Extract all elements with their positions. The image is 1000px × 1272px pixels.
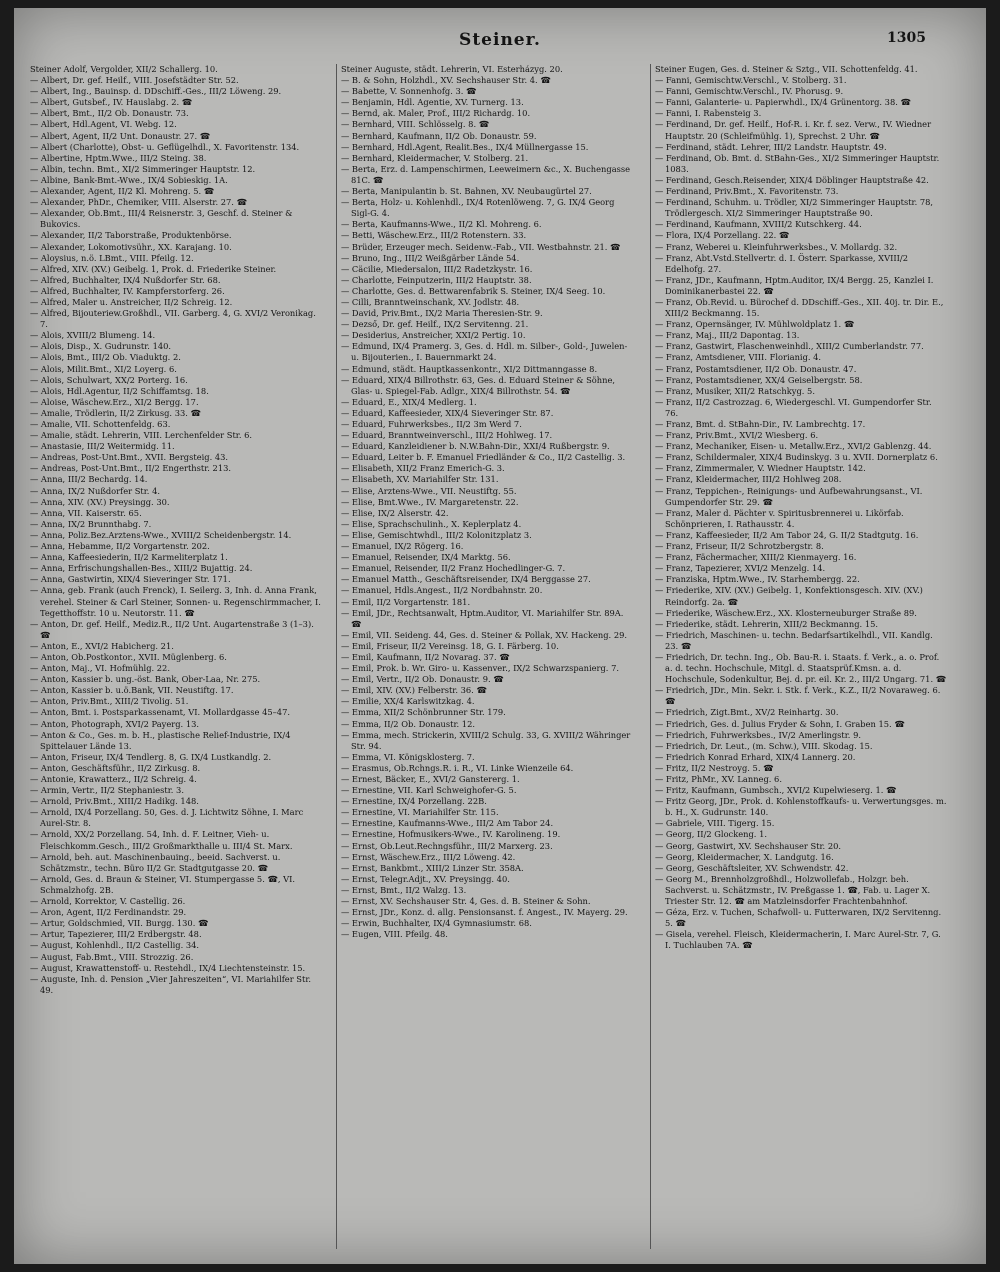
directory-entry: — Antonie, Krawatterz., II/2 Schreig. 4. <box>30 774 197 784</box>
column-right <box>650 64 947 1249</box>
directory-entry: — Ernst, Bankbmt., XIII/2 Linzer Str. 358A. <box>341 862 524 873</box>
directory-entry: — Arnold, Priv.Bmt., XIII/2 Hadikg. 148. <box>30 796 199 807</box>
directory-entry: — Babette, V. Sonnenhofg. 3. ☎ <box>341 86 477 97</box>
directory-entry: — Emil, Prok. b. Wr. Giro- u. Kassenver., IX/2 Schwarzspanierg. 7. <box>341 663 619 674</box>
directory-entry: — Friedrich, Fuhrwerksbes., IV/2 Amerlingstr. 9. <box>655 729 861 740</box>
directory-entry: — Franz, Kleidermacher, III/2 Hohlweg 208. <box>655 474 842 485</box>
directory-entry: — Franz, Opernsänger, IV. Mühlwoldplatz 1. ☎ <box>655 319 855 330</box>
directory-entry: — Aloysius, n.ö. LBmt., VIII. Pfeilg. 12. <box>30 252 194 263</box>
directory-entry: — Eugen, VIII. Pfeilg. 48. <box>341 929 448 940</box>
directory-entry: — Alois, Schulwart, XX/2 Porterg. 16. <box>30 374 188 385</box>
directory-entry: — Ernst, Telegr.Adjt., XV. Preysingg. 40. <box>341 873 510 884</box>
directory-entry: — Ernst, Ob.Leut.Rechngsführ., III/2 Marxerg. 23. <box>341 840 553 851</box>
directory-entry: — Franz, Gastwirt, Flaschenweinhdl., XIII/2 Cumberlandstr. 77. <box>655 341 924 352</box>
page-number: 1305 <box>887 30 926 46</box>
directory-entry: — Ferdinand, Kaufmann, XVIII/2 Kutschkerg. 44. <box>655 219 862 230</box>
directory-entry: — Ernest, Bäcker, E., XVI/2 Ganstererg. 1. <box>341 774 520 784</box>
directory-entry: — Anna, geb. Frank (auch Frenck), I. Seilerg. 3, Inh. d. Anna Frank, verehel. Steiner & Carl Steiner, Sonnen- u. Regenschirmmacher, I. Tegetthoffstr. 10 u. Neutorstr. 11. ☎ <box>30 585 321 618</box>
directory-entry: — Emil, JDr., Rechtsanwalt, Hptm.Auditor, VI. Mariahilfer Str. 89A. ☎ <box>341 607 624 629</box>
directory-entry: — Eduard, XIX/4 Billrothstr. 63, Ges. d. Eduard Steiner & Söhne, Glas- u. Spiegel-Fab. Adlgr., XIX/4 Billrothstr. 54. ☎ <box>341 374 615 396</box>
directory-entry: — Anton, Kassier b. u.ö.Bank, VII. Neustiftg. 17. <box>30 685 234 696</box>
directory-entry: — Friedrich Konrad Erhard, XIX/4 Lannerg. 20. <box>655 751 856 762</box>
directory-entry: — Emanuel Matth., Geschäftsreisender, IX/4 Berggasse 27. <box>341 574 591 585</box>
directory-entry: — Albertine, Hptm.Wwe., III/2 Steing. 38. <box>30 152 207 163</box>
directory-entry: — Bernd, ak. Maler, Prof., III/2 Richardg. 10. <box>341 108 531 119</box>
directory-entry: — Ernestine, Hofmusikers-Wwe., IV. Karolineng. 19. <box>341 829 561 840</box>
directory-entry: — Anton & Co., Ges. m. b. H., plastische Relief-Industrie, IX/4 Spittelauer Lände 13. <box>30 729 291 751</box>
directory-entry: — Cilli, Branntweinschank, XV. Jodlstr. 48. <box>341 296 520 307</box>
directory-entry: — Fanni, Gemischtw.Verschl., V. Stolberg. 31. <box>655 75 847 86</box>
directory-entry: — Alfred, Maler u. Anstreicher, II/2 Schreig. 12. <box>30 296 233 307</box>
directory-entry: — Anna, VII. Kaiserstr. 65. <box>30 507 142 518</box>
directory-entry: — Alfred, Buchhalter, IV. Kampferstorferg. 26. <box>30 285 225 296</box>
directory-entry: — Georg, II/2 Glockeng. 1. <box>655 829 767 840</box>
directory-entry: — Franz, Postamtsdiener, II/2 Ob. Donaustr. 47. <box>655 363 857 374</box>
directory-entry: — Charlotte, Feinputzerin, III/2 Hauptstr. 38. <box>341 274 532 285</box>
directory-entry: — Géza, Erz. v. Tuchen, Schafwoll- u. Futterwaren, IX/2 Servitenng. 5. ☎ <box>655 907 942 929</box>
directory-entry: — Alexander, PhDr., Chemiker, VIII. Alserstr. 27. ☎ <box>30 197 247 208</box>
directory-entry: — Elisabeth, XV. Mariahilfer Str. 131. <box>341 474 499 485</box>
directory-entry: — Emil, Kaufmann, II/2 Novarag. 37. ☎ <box>341 651 510 662</box>
directory-entry: — Flora, IX/4 Porzellang. 22. ☎ <box>655 230 790 241</box>
directory-entry: — Emanuel, Hdls.Angest., II/2 Nordbahnstr. 20. <box>341 585 543 596</box>
directory-entry: — Ernst, Wäschew.Erz., III/2 Löweng. 42. <box>341 851 516 862</box>
directory-entry: — Andreas, Post-Unt.Bmt., II/2 Engerthstr. 213. <box>30 463 232 474</box>
directory-entry: — Eduard, Branntweinverschl., III/2 Hohlweg. 17. <box>341 430 553 441</box>
directory-entry: — Friederike, XIV. (XV.) Geibelg. 1, Konfektionsgesch. XIV. (XV.) Reindorfg. 2a. ☎ <box>655 585 923 607</box>
directory-entry: — Fritz, PhMr., XV. Lanneg. 6. <box>655 774 782 784</box>
directory-entry: — Anna, Hebamme, II/2 Vorgartenstr. 202. <box>30 541 210 552</box>
directory-entry: — August, Krawattenstoff- u. Restehdl., IX/4 Liechtensteinstr. 15. <box>30 962 306 973</box>
directory-entry: — Edmund, IX/4 Pramerg. 3, Ges. d. Hdl. m. Silber-, Gold-, Juwelen- u. Bijouterien., I. Bauernmarkt 24. <box>341 341 628 363</box>
directory-entry: — Anna, Erfrischungshallen-Bes., XIII/2 Bujattig. 24. <box>30 563 253 574</box>
directory-entry: — Anton, Maj., VI. Hofmühlg. 22. <box>30 663 170 674</box>
directory-entry: — Albert, Bmt., II/2 Ob. Donaustr. 73. <box>30 108 189 119</box>
directory-entry: — Arnold, beh. aut. Maschinenbauing., beeid. Sachverst. u. Schätzmstr., techn. Büro II/2 Gr. Stadtgutgasse 20. ☎ <box>30 851 281 873</box>
directory-entry: — Franz, Amtsdiener, VIII. Florianig. 4. <box>655 352 822 363</box>
directory-entry: — Andreas, Post-Unt.Bmt., XVII. Bergsteig. 43. <box>30 452 229 463</box>
directory-columns <box>30 64 960 1249</box>
directory-entry: — Aron, Agent, II/2 Ferdinandstr. 29. <box>30 907 187 918</box>
directory-entry: — August, Fab.Bmt., VIII. Strozzig. 26. <box>30 951 194 962</box>
directory-entry: — Ernestine, VI. Mariahilfer Str. 115. <box>341 807 499 818</box>
directory-entry: — Ferdinand, Dr. gef. Heilf., Hof-R. i. Kr. f. sez. Verw., IV. Wiedner Hauptstr. 20 (Schleifmühlg. 1), Sprechst. 2 Uhr. ☎ <box>655 119 932 141</box>
directory-entry: — Auguste, Inh. d. Pension „Vier Jahreszeiten“, VI. Mariahilfer Str. 49. <box>30 973 312 995</box>
directory-entry: — Emma, VI. Königsklosterg. 7. <box>341 751 475 762</box>
directory-entry: — Ernst, XV. Sechshauser Str. 4, Ges. d. B. Steiner & Sohn. <box>341 896 591 907</box>
directory-entry: — Anton, Ob.Postkontor., XVII. Müglenberg. 6. <box>30 651 227 662</box>
directory-entry: — Arnold, IX/4 Porzellang. 50, Ges. d. J. Lichtwitz Söhne, I. Marc Aurel-Str. 8. <box>30 807 304 829</box>
directory-entry: — Artur, Tapezierer, III/2 Erdbergstr. 48. <box>30 929 202 940</box>
directory-entry: — Alexander, II/2 Taborstraße, Produktenbörse. <box>30 230 232 241</box>
directory-entry: — Franz, Abt.Vstd.Stellvertr. d. I. Österr. Sparkasse, XVIII/2 Edelhofg. 27. <box>655 252 908 274</box>
directory-entry: — Berta, Erz. d. Lampenschirmen, Leeweimern &c., X. Buchengasse 81C. ☎ <box>341 163 631 185</box>
directory-entry: — Gisela, verehel. Fleisch, Kleidermacherin, I. Marc Aurel-Str. 7, G. I. Tuchlauben 7A. ☎ <box>655 929 941 951</box>
directory-entry: — Emil, II/2 Vorgartenstr. 181. <box>341 596 471 607</box>
directory-entry: — Anton, Friseur, IX/4 Tendlerg. 8, G. IX/4 Lustkandlg. 2. <box>30 751 272 762</box>
page-header <box>14 30 986 60</box>
directory-entry: — Arnold, XX/2 Porzellang. 54, Inh. d. F. Leitner, Vieh- u. Fleischkomm.Gesch., III/2 Großmarkthalle u. III/4 St. Marx. <box>30 829 293 851</box>
directory-entry: — Elise, IX/2 Alserstr. 42. <box>341 507 449 518</box>
directory-entry: — Amalie, VII. Schottenfeldg. 63. <box>30 419 171 429</box>
directory-entry: — Eduard, Fuhrwerksbes., II/2 3m Werd 7. <box>341 419 522 429</box>
directory-entry: — Eduard, Leiter b. F. Emanuel Friedländer & Co., II/2 Castellig. 3. <box>341 452 626 463</box>
directory-entry: — Albert (Charlotte), Obst- u. Geflügelhdl., X. Favoritenstr. 134. <box>30 141 300 152</box>
directory-entry: — Friedrich, Ges. d. Julius Fryder & Sohn, I. Graben 15. ☎ <box>655 718 905 729</box>
directory-entry: — B. & Sohn, Holzhdl., XV. Sechshauser Str. 4. ☎ <box>341 75 551 86</box>
directory-entry: — Anton, Dr. gef. Heilf., Mediz.R., II/2 Unt. Augartenstraße 3 (1–3). ☎ <box>30 618 314 640</box>
directory-entry: — Arnold, Ges. d. Braun & Steiner, VI. Stumpergasse 5. ☎, VI. Schmalzhofg. 2B. <box>30 873 295 895</box>
directory-entry: — Franz, Schildermaler, XIX/4 Budinskyg. 3 u. XVII. Dornerplatz 6. <box>655 452 938 463</box>
directory-entry: — Franziska, Hptm.Wwe., IV. Starhembergg. 22. <box>655 574 860 585</box>
directory-entry: — Elise, Bmt.Wwe., IV. Margaretenstr. 22. <box>341 496 519 507</box>
directory-entry: — Anna, IX/2 Nußdorfer Str. 4. <box>30 485 160 496</box>
directory-entry: — Anna, XIV. (XV.) Preysingg. 30. <box>30 496 170 507</box>
directory-entry: — Alois, Hdl.Agentur, II/2 Schiffamtsg. 18. <box>30 385 209 396</box>
directory-entry: — Emilie, XX/4 Karlswitzkag. 4. <box>341 696 475 707</box>
directory-entry: — Berta, Manipulantin b. St. Bahnen, XV. Neubaugürtel 27. <box>341 186 592 197</box>
directory-entry: — Emma, mech. Strickerin, XVIII/2 Schulg. 33, G. XVIII/2 Währinger Str. 94. <box>341 729 631 751</box>
directory-entry: — Elise, Sprachschulinh., X. Keplerplatz 4. <box>341 518 522 529</box>
directory-entry: — Ferdinand, städt. Lehrer, III/2 Landstr. Hauptstr. 49. <box>655 141 887 152</box>
directory-entry: — Friedrich, Dr. Leut., (m. Schw.), VIII. Skodag. 15. <box>655 740 873 751</box>
directory-entry: — Emanuel, Reisender, II/2 Franz Hochedlinger-G. 7. <box>341 563 566 574</box>
directory-entry: — Ernestine, Kaufmanns-Wwe., III/2 Am Tabor 24. <box>341 818 554 829</box>
directory-entry: — Gabriele, VIII. Tigerg. 15. <box>655 818 775 829</box>
directory-entry: — Alois, Milit.Bmt., XI/2 Loyerg. 6. <box>30 363 177 374</box>
directory-entry: — Alois, Bmt., III/2 Ob. Viaduktg. 2. <box>30 352 181 363</box>
directory-entry: — Franz, Weberei u. Kleinfuhrwerksbes., V. Mollardg. 32. <box>655 241 898 252</box>
directory-entry: — Friedrich, Maschinen- u. techn. Bedarfsartikelhdl., VII. Kandlg. 23. ☎ <box>655 629 933 651</box>
directory-entry: — Emma, XII/2 Schönbrunner Str. 179. <box>341 707 506 718</box>
directory-entry: — Emil, VII. Seideng. 44, Ges. d. Steiner & Pollak, XV. Hackeng. 29. <box>341 629 628 640</box>
directory-entry: — Emanuel, Reisender, IX/4 Marktg. 56. <box>341 552 511 563</box>
directory-entry: — Fanni, Gemischtw.Verschl., IV. Phorusg. 9. <box>655 86 844 97</box>
directory-entry: — Desiderius, Anstreicher, XXI/2 Pertig. 10. <box>341 330 526 341</box>
directory-entry: — Armin, Vertr., II/2 Stephaniestr. 3. <box>30 785 184 796</box>
directory-entry: — Ferdinand, Ob. Bmt. d. StBahn-Ges., XI/2 Simmeringer Hauptstr. 1083. <box>655 152 940 174</box>
directory-entry: — Franz, Zimmermaler, V. Wiedner Hauptstr. 142. <box>655 463 866 474</box>
directory-entry: — Alfred, Buchhalter, IX/4 Nußdorfer Str. 68. <box>30 274 221 285</box>
page-title: Steiner. <box>459 30 541 50</box>
directory-entry: — Edmund, städt. Hauptkassenkontr., XI/2 Dittmanngasse 8. <box>341 363 598 374</box>
directory-entry: — Betti, Wäschew.Erz., III/2 Rotenstern. 33. <box>341 230 527 241</box>
directory-entry: — Emma, II/2 Ob. Donaustr. 12. <box>341 718 475 729</box>
directory-entry: — Fritz Georg, JDr., Prok. d. Kohlenstoffkaufs- u. Verwertungsges. m. b. H., X. Gudrunstr. 140. <box>655 796 947 818</box>
directory-entry: — Alois, Disp., X. Gudrunstr. 140. <box>30 341 172 352</box>
directory-entry: — Fanni, Galanterie- u. Papierwhdl., IX/4 Grünentorg. 38. ☎ <box>655 97 911 108</box>
directory-entry: — Georg M., Brennholzgroßhdl., Holzwollefab., Holzgr. beh. Sachverst. u. Schätzmstr., IV. Preßgasse 1. ☎, Fab. u. Lager X. Triester Str. 12. ☎ am Matzleinsdorfer Frachtenbahnhof. <box>655 873 931 907</box>
directory-entry: — Friedrich, Zigt.Bmt., XV/2 Reinhartg. 30. <box>655 707 839 718</box>
directory-entry: — Fritz, II/2 Nestroyg. 5. ☎ <box>655 762 774 773</box>
directory-entry: — Anastasie, III/2 Weitermidg. 11. <box>30 441 175 452</box>
directory-entry: — Alois, XVIII/2 Blumeng. 14. <box>30 330 156 341</box>
directory-entry: — Amalie, städt. Lehrerin, VIII. Lerchenfelder Str. 6. <box>30 430 253 441</box>
directory-entry: — Bernhard, VIII. Schlösselg. 8. ☎ <box>341 119 490 130</box>
directory-entry: — Elisabeth, XII/2 Franz Emerich-G. 3. <box>341 463 505 474</box>
directory-entry: — Anna, Kaffeesiederin, II/2 Karmeliterplatz 1. <box>30 552 228 563</box>
directory-entry: — Franz, Priv.Bmt., XVI/2 Wiesberg. 6. <box>655 430 819 441</box>
directory-entry: — David, Priv.Bmt., IX/2 Maria Theresien-Str. 9. <box>341 308 543 319</box>
directory-entry: — Franz, Friseur, II/2 Schrotzbergstr. 8. <box>655 541 824 552</box>
directory-entry: — Franz, Postamtsdiener, XX/4 Geiselbergstr. 58. <box>655 374 863 385</box>
directory-entry: — Bruno, Ing., III/2 Weißgärber Lände 54. <box>341 252 520 263</box>
directory-entry: — Berta, Kaufmanns-Wwe., II/2 Kl. Mohreng. 6. <box>341 219 542 230</box>
directory-entry: — Franz, JDr., Kaufmann, Hptm.Auditor, IX/4 Bergg. 25, Kanzlei I. Dominikanerbastei 22. ☎ <box>655 274 934 296</box>
directory-entry: — Emil, XIV. (XV.) Felberstr. 36. ☎ <box>341 685 487 696</box>
directory-entry: — Elise, Gemischtwhdl., III/2 Kolonitzplatz 3. <box>341 529 532 540</box>
column-left <box>30 64 322 1249</box>
directory-entry: — Aloise, Wäschew.Erz., XI/2 Bergg. 17. <box>30 396 199 407</box>
directory-entry: — Bernhard, Kaufmann, II/2 Ob. Donaustr. 59. <box>341 130 537 141</box>
directory-entry: — Alexander, Ob.Bmt., III/4 Reisnerstr. 3, Geschf. d. Steiner & Bukovics. <box>30 208 293 230</box>
directory-entry: — Friedrich, Dr. techn. Ing., Ob. Bau-R. i. Staats. f. Verk., a. o. Prof. a. d. techn. Hochschule, Mitgl. d. Staatsprüf.Kmsn. a. d. Hochschule, Sodenkultur, Bej. d. pr. eil. Kr. 2., III/2 Ungarg. 71. ☎ <box>655 651 947 685</box>
directory-entry: — Ernst, Bmt., II/2 Walzg. 13. <box>341 884 467 895</box>
directory-entry: — Emil, Vertr., II/2 Ob. Donaustr. 9. ☎ <box>341 674 504 685</box>
directory-entry: — Fritz, Kaufmann, Gumbsch., XVI/2 Kupelwieserg. 1. ☎ <box>655 785 897 796</box>
directory-entry: — Anton, Bmt. i. Postsparkassenamt, VI. Mollardgasse 45–47. <box>30 707 290 718</box>
directory-entry: — Dezső, Dr. gef. Heilf., IX/2 Servitenng. 21. <box>341 319 529 330</box>
directory-entry: — Anton, Priv.Bmt., XIII/2 Tivolig. 51. <box>30 696 189 707</box>
column-middle <box>336 64 633 1249</box>
directory-entry: — Albine, Bank-Bmt.-Wwe., IX/4 Sobieskig. 1A. <box>30 174 228 185</box>
directory-entry: — Friedrich, JDr., Min. Sekr. i. Stk. f. Verk., K.Z., II/2 Novaraweg. 6. ☎ <box>655 685 941 707</box>
directory-entry: — Franz, Tapezierer, XVI/2 Menzelg. 14. <box>655 563 826 574</box>
directory-entry: — Ferdinand, Schuhm. u. Trödler, XI/2 Simmeringer Hauptstr. 78, Trödlergesch. XI/2 Simmeringer Hauptstraße 90. <box>655 197 934 219</box>
directory-page <box>14 8 986 1264</box>
directory-entry: — Eduard, Kanzleidiener b. N.W.Bahn-Dir., XXI/4 Rußbergstr. 9. <box>341 441 610 452</box>
directory-entry: — Franz, II/2 Castrozzag. 6, Wiedergeschl. VI. Gumpendorfer Str. 76. <box>655 396 932 418</box>
directory-entry: — Anton, Geschäftsführ., II/2 Zirkusg. 8. <box>30 762 201 773</box>
directory-entry: — August, Kohlenhdl., II/2 Castellig. 34. <box>30 940 200 951</box>
directory-entry: — Franz, Ob.Revid. u. Bürochef d. DDschiff.-Ges., XII. 40j. tr. Dir. E., XIII/2 Beckmanng. 15. <box>655 296 944 319</box>
directory-entry: — Cäcilie, Miedersalon, III/2 Radetzkystr. 16. <box>341 263 533 274</box>
directory-entry: — Ernestine, IX/4 Porzellang. 22B. <box>341 796 487 807</box>
directory-entry: — Fanni, I. Rabensteig 3. <box>655 108 762 119</box>
directory-entry: — Alexander, Lokomotivsühr., XX. Karajang. 10. <box>30 241 232 252</box>
directory-entry: — Franz, Musiker, XII/2 Ratschkyg. 5. <box>655 385 815 396</box>
directory-entry: — Anna, III/2 Bechardg. 14. <box>30 474 148 485</box>
directory-entry: — Anton, Kassier b. ung.-öst. Bank, Ober-Laa, Nr. 275. <box>30 674 261 685</box>
directory-entry: — Alfred, Bijouteriew.Großhdl., VII. Garberg. 4, G. XVI/2 Veronikag. 7. <box>30 308 316 330</box>
directory-entry: — Friederike, Wäschew.Erz., XX. Klosterneuburger Straße 89. <box>655 607 917 618</box>
directory-entry: — Amalie, Trödlerin, II/2 Zirkusg. 33. ☎ <box>30 407 201 418</box>
directory-entry: — Georg, Geschäftsleiter, XV. Schwendstr. 42. <box>655 862 849 873</box>
directory-entry: — Georg, Kleidermacher, X. Landgutg. 16. <box>655 851 834 862</box>
directory-entry: — Franz, Teppichen-, Reinigungs- und Aufbewahrungsanst., VI. Gumpendorfer Str. 29. ☎ <box>655 485 923 507</box>
directory-entry: — Benjamin, Hdl. Agentie, XV. Turnerg. 13. <box>341 97 524 108</box>
directory-entry: — Albert, Ing., Bauinsp. d. DDschiff.-Ges., III/2 Löweng. 29. <box>30 86 282 97</box>
directory-entry: — Franz, Fächermacher, XIII/2 Kienmayerg. 16. <box>655 552 857 563</box>
directory-entry: — Albert, Dr. gef. Heilf., VIII. Josefstädter Str. 52. <box>30 75 239 86</box>
directory-entry: — Ernestine, VII. Karl Schweighofer-G. 5. <box>341 785 517 796</box>
directory-entry: — Ferdinand, Gesch.Reisender, XIX/4 Döblinger Hauptstraße 42. <box>655 174 929 185</box>
directory-entry: — Georg, Gastwirt, XV. Sechshauser Str. 20. <box>655 840 842 851</box>
directory-entry: — Eduard, Kaffeesieder, XIX/4 Sieveringer Str. 87. <box>341 407 554 418</box>
directory-entry: — Albin, techn. Bmt., XI/2 Simmeringer Hauptstr. 12. <box>30 163 256 174</box>
directory-entry: — Arnold, Korrektor, V. Castellig. 26. <box>30 896 186 907</box>
directory-entry: — Berta, Holz- u. Kohlenhdl., IX/4 Rotenlöweng. 7, G. IX/4 Georg Sigl-G. 4. <box>341 197 615 219</box>
directory-entry: — Bernhard, Hdl.Agent, Realit.Bes., IX/4 Müllnergasse 15. <box>341 141 589 152</box>
directory-entry: — Franz, Bmt. d. StBahn-Dir., IV. Lambrechtg. 17. <box>655 419 866 429</box>
directory-entry: — Franz, Maj., III/2 Dapontag. 13. <box>655 330 800 341</box>
directory-entry: — Bernhard, Kleidermacher, V. Stolberg. 21. <box>341 152 529 163</box>
directory-entry: — Charlotte, Ges. d. Bettwarenfabrik S. Steiner, IX/4 Seeg. 10. <box>341 285 606 296</box>
directory-entry: — Albert, Hdl.Agent, VI. Webg. 12. <box>30 119 177 130</box>
directory-entry: Steiner Auguste, städt. Lehrerin, VI. Esterházyg. 20. <box>341 64 563 74</box>
directory-entry: — Anna, IX/2 Brunnthabg. 7. <box>30 518 152 529</box>
directory-entry: — Alfred, XIV. (XV.) Geibelg. 1, Prok. d. Friederike Steiner. <box>30 263 277 274</box>
directory-entry: — Alexander, Agent, II/2 Kl. Mohreng. 5. ☎ <box>30 186 215 197</box>
directory-entry: — Brüder, Erzeuger mech. Seidenw.-Fab., VII. Westbahnstr. 21. ☎ <box>341 241 621 252</box>
directory-entry: — Anna, Gastwirtin, XIX/4 Sieveringer Str. 171. <box>30 574 231 585</box>
directory-entry: — Franz, Maler d. Pächter v. Spiritusbrennerei u. Likörfab. Schönprieren, I. Rathausstr. 4. <box>655 507 904 529</box>
directory-entry: — Franz, Mechaniker, Eisen- u. Metallw.Erz., XVI/2 Gablenzg. 44. <box>655 441 932 452</box>
directory-entry: — Emanuel, IX/2 Rögerg. 16. <box>341 541 464 552</box>
directory-entry: — Albert, Agent, II/2 Unt. Donaustr. 27. ☎ <box>30 130 211 141</box>
directory-entry: — Emil, Friseur, II/2 Vereinsg. 18, G. I. Färberg. 10. <box>341 640 559 651</box>
directory-entry: — Ferdinand, Priv.Bmt., X. Favoritenstr. 73. <box>655 186 839 197</box>
directory-entry: — Anton, E., XVI/2 Habicherg. 21. <box>30 640 174 651</box>
directory-entry: — Elise, Arztens-Wwe., VII. Neustiftg. 55. <box>341 485 517 496</box>
directory-entry: — Eduard, E., XIX/4 Medlerg. 1. <box>341 396 477 407</box>
directory-entry: — Anna, Poliz.Bez.Arztens-Wwe., XVIII/2 Scheidenbergstr. 14. <box>30 529 292 540</box>
directory-entry: — Franz, Kaffeesieder, II/2 Am Tabor 24, G. II/2 Stadtgutg. 16. <box>655 529 919 540</box>
directory-entry: — Anton, Photograph, XVI/2 Payerg. 13. <box>30 718 200 729</box>
directory-entry: — Artur, Goldschmied, VII. Burgg. 130. ☎ <box>30 918 209 929</box>
directory-entry: — Friederike, städt. Lehrerin, XIII/2 Beckmanng. 15. <box>655 618 879 629</box>
directory-entry: — Erwin, Buchhalter, IX/4 Gymnasiumstr. 68. <box>341 918 532 929</box>
directory-entry: — Albert, Gutsbef., IV. Hauslabg. 2. ☎ <box>30 97 193 108</box>
directory-entry: — Ernst, JDr., Konz. d. allg. Pensionsanst. f. Angest., IV. Mayerg. 29. <box>341 907 628 918</box>
directory-entry: Steiner Eugen, Ges. d. Steiner & Sztg., VII. Schottenfeldg. 41. <box>655 64 918 74</box>
directory-entry: Steiner Adolf, Vergolder, XII/2 Schallerg. 10. <box>30 64 218 74</box>
directory-entry: — Erasmus, Ob.Rchngs.R. i. R., VI. Linke Wienzeile 64. <box>341 762 574 773</box>
